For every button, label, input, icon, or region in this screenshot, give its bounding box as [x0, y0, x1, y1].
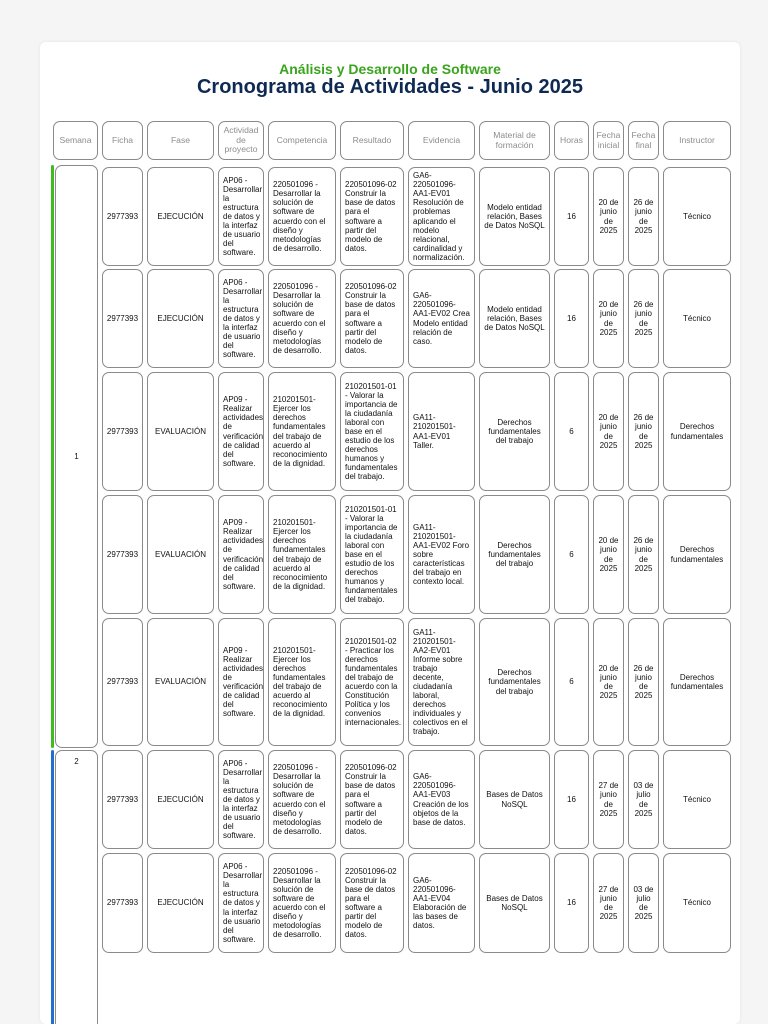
- fecha-final-cell: 03 de julio de 2025: [628, 853, 659, 953]
- ficha-cell: 2977393: [102, 167, 143, 266]
- fecha-final-cell: 26 de junio de 2025: [628, 372, 659, 491]
- actividad-cell: AP09 - Realizar actividades de verificación de calidad del software.: [218, 618, 264, 746]
- column-header-fecha-inicial: Fecha inicial: [593, 121, 624, 160]
- ficha-cell: 2977393: [102, 853, 143, 953]
- actividad-cell: AP06 - Desarrollar la estructura de datos y la interfaz de usuario del software.: [218, 750, 264, 849]
- material-cell: Derechos fundamentales del trabajo: [479, 618, 550, 746]
- resultado-cell: 220501096-02 Construir la base de datos para el software a partir del modelo de datos.: [340, 853, 404, 953]
- page-title: Cronograma de Actividades - Junio 2025: [196, 76, 584, 98]
- evidencia-cell: GA6-220501096-AA1-EV02 Crea Modelo entidad relación de caso.: [408, 269, 475, 368]
- instructor-cell: Técnico: [663, 167, 731, 266]
- week-2-accent-bar: [51, 750, 54, 1024]
- column-header-instructor: Instructor: [663, 121, 731, 160]
- material-cell: Derechos fundamentales del trabajo: [479, 495, 550, 614]
- ficha-cell: 2977393: [102, 495, 143, 614]
- column-header-fase: Fase: [147, 121, 214, 160]
- competencia-cell: 210201501- Ejercer los derechos fundamentales del trabajo de acuerdo al reconocimiento de la dignidad.: [268, 372, 336, 491]
- evidencia-cell: GA6-220501096-AA1-EV04 Elaboración de las bases de datos.: [408, 853, 475, 953]
- evidencia-cell: GA6-220501096-AA1-EV01 Resolución de problemas aplicando el modelo relacional, cardinalidad y normalización.: [408, 167, 475, 266]
- fase-cell: EJECUCIÓN: [147, 167, 214, 266]
- evidencia-cell: GA6-220501096-AA1-EV03 Creación de los objetos de la base de datos.: [408, 750, 475, 849]
- fecha-final-cell: 26 de junio de 2025: [628, 167, 659, 266]
- material-cell: Derechos fundamentales del trabajo: [479, 372, 550, 491]
- column-header-material: Material de formación: [479, 121, 550, 160]
- material-cell: Modelo entidad relación, Bases de Datos NoSQL: [479, 167, 550, 266]
- resultado-cell: 220501096-02 Construir la base de datos para el software a partir del modelo de datos.: [340, 750, 404, 849]
- fase-cell: EJECUCIÓN: [147, 269, 214, 368]
- resultado-cell: 220501096-02 Construir la base de datos para el software a partir del modelo de datos.: [340, 269, 404, 368]
- fecha-inicial-cell: 20 de junio de 2025: [593, 167, 624, 266]
- horas-cell: 16: [554, 853, 589, 953]
- fecha-inicial-cell: 27 de junio de 2025: [593, 853, 624, 953]
- fase-cell: EJECUCIÓN: [147, 853, 214, 953]
- semana-cell: 2: [55, 750, 98, 1024]
- competencia-cell: 220501096 - Desarrollar la solución de software de acuerdo con el diseño y metodologías de desarrollo.: [268, 167, 336, 266]
- horas-cell: 16: [554, 750, 589, 849]
- semana-cell: 1: [55, 165, 98, 748]
- ficha-cell: 2977393: [102, 618, 143, 746]
- resultado-cell: 220501096-02 Construir la base de datos para el software a partir del modelo de datos.: [340, 167, 404, 266]
- material-cell: Bases de Datos NoSQL: [479, 750, 550, 849]
- instructor-cell: Técnico: [663, 750, 731, 849]
- instructor-cell: Técnico: [663, 269, 731, 368]
- ficha-cell: 2977393: [102, 269, 143, 368]
- competencia-cell: 210201501- Ejercer los derechos fundamentales del trabajo de acuerdo al reconocimiento de la dignidad.: [268, 495, 336, 614]
- fecha-final-cell: 03 de julio de 2025: [628, 750, 659, 849]
- column-header-horas: Horas: [554, 121, 589, 160]
- horas-cell: 6: [554, 495, 589, 614]
- actividad-cell: AP06 - Desarrollar la estructura de datos y la interfaz de usuario del software.: [218, 167, 264, 266]
- ficha-cell: 2977393: [102, 372, 143, 491]
- horas-cell: 6: [554, 372, 589, 491]
- column-header-fecha-final: Fecha final: [628, 121, 659, 160]
- competencia-cell: 220501096 - Desarrollar la solución de software de acuerdo con el diseño y metodologías de desarrollo.: [268, 853, 336, 953]
- fase-cell: EVALUACIÓN: [147, 495, 214, 614]
- resultado-cell: 210201501-02 - Practicar los derechos fundamentales del trabajo de acuerdo con la Constitución Política y los convenios internacionales.: [340, 618, 404, 746]
- column-header-resultado: Resultado: [340, 121, 404, 160]
- column-header-ficha: Ficha: [102, 121, 143, 160]
- actividad-cell: AP06 - Desarrollar la estructura de datos y la interfaz de usuario del software.: [218, 269, 264, 368]
- horas-cell: 16: [554, 167, 589, 266]
- fecha-inicial-cell: 20 de junio de 2025: [593, 372, 624, 491]
- resultado-cell: 210201501-01 - Valorar la importancia de la ciudadanía laboral con base en el estudio de los derechos humanos y fundamentales del trabajo.: [340, 372, 404, 491]
- actividad-cell: AP09 - Realizar actividades de verificación de calidad del software.: [218, 495, 264, 614]
- column-header-evidencia: Evidencia: [408, 121, 475, 160]
- column-header-competencia: Competencia: [268, 121, 336, 160]
- evidencia-cell: GA11-210201501-AA1-EV01 Taller.: [408, 372, 475, 491]
- fecha-final-cell: 26 de junio de 2025: [628, 269, 659, 368]
- column-header-actividad: Actividad de proyecto: [218, 121, 264, 160]
- actividad-cell: AP06 - Desarrollar la estructura de datos y la interfaz de usuario del software.: [218, 853, 264, 953]
- instructor-cell: Derechos fundamentales: [663, 372, 731, 491]
- instructor-cell: Derechos fundamentales: [663, 495, 731, 614]
- actividad-cell: AP09 - Realizar actividades de verificación de calidad del software.: [218, 372, 264, 491]
- column-header-semana: Semana: [53, 121, 98, 160]
- instructor-cell: Derechos fundamentales: [663, 618, 731, 746]
- week-1-accent-bar: [51, 165, 54, 748]
- material-cell: Modelo entidad relación, Bases de Datos NoSQL: [479, 269, 550, 368]
- fecha-final-cell: 26 de junio de 2025: [628, 495, 659, 614]
- competencia-cell: 210201501- Ejercer los derechos fundamentales del trabajo de acuerdo al reconocimiento de la dignidad.: [268, 618, 336, 746]
- competencia-cell: 220501096 - Desarrollar la solución de software de acuerdo con el diseño y metodologías de desarrollo.: [268, 269, 336, 368]
- program-subtitle: Análisis y Desarrollo de Software: [279, 61, 501, 77]
- horas-cell: 16: [554, 269, 589, 368]
- evidencia-cell: GA11-210201501-AA1-EV02 Foro sobre características del trabajo en contexto local.: [408, 495, 475, 614]
- instructor-cell: Técnico: [663, 853, 731, 953]
- schedule-card: [40, 42, 740, 1024]
- fase-cell: EVALUACIÓN: [147, 372, 214, 491]
- fecha-final-cell: 26 de junio de 2025: [628, 618, 659, 746]
- fecha-inicial-cell: 27 de junio de 2025: [593, 750, 624, 849]
- fecha-inicial-cell: 20 de junio de 2025: [593, 269, 624, 368]
- ficha-cell: 2977393: [102, 750, 143, 849]
- fase-cell: EVALUACIÓN: [147, 618, 214, 746]
- competencia-cell: 220501096 - Desarrollar la solución de software de acuerdo con el diseño y metodologías de desarrollo.: [268, 750, 336, 849]
- fecha-inicial-cell: 20 de junio de 2025: [593, 495, 624, 614]
- material-cell: Bases de Datos NoSQL: [479, 853, 550, 953]
- resultado-cell: 210201501-01 - Valorar la importancia de la ciudadanía laboral con base en el estudio de los derechos humanos y fundamentales del trabajo.: [340, 495, 404, 614]
- horas-cell: 6: [554, 618, 589, 746]
- fase-cell: EJECUCIÓN: [147, 750, 214, 849]
- evidencia-cell: GA11-210201501-AA2-EV01 Informe sobre trabajo decente, ciudadanía laboral, derechos individuales y colectivos en el trabajo.: [408, 618, 475, 746]
- fecha-inicial-cell: 20 de junio de 2025: [593, 618, 624, 746]
